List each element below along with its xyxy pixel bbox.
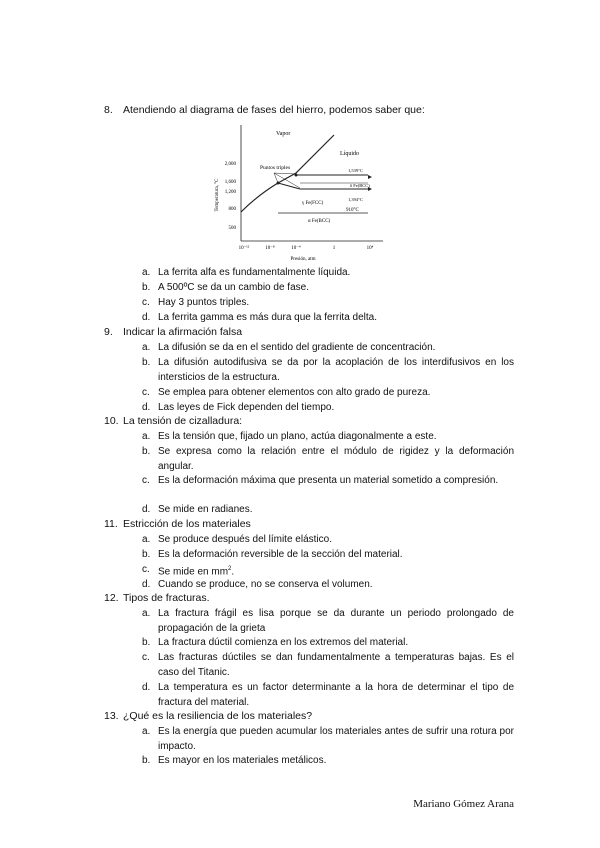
question-10: 10. La tensión de cizalladura: (104, 415, 243, 427)
option: a. Es la energía que pueden acumular los materiales antes de sufrir una rotura por impacto. (142, 726, 514, 752)
temp-1539: 1,539°C (348, 168, 363, 173)
question-11: 11. Estricción de los materiales (104, 518, 251, 530)
y-tick: 500 (228, 226, 236, 231)
temp-1394: 1,394°C (348, 197, 363, 202)
option: a. La fractura frágil es lisa porque se da durante un periodo prolongado de propagación de la grieta (142, 608, 514, 634)
author-footer: Mariano Gómez Arana (413, 798, 514, 810)
option: a. Se produce después del límite elástico. (142, 534, 332, 545)
option: c. Hay 3 puntos triples. (142, 297, 250, 308)
option: b. A 500ºC se da un cambio de fase. (142, 282, 309, 293)
gamma-label: γ Fe(FCC) (302, 201, 324, 206)
option: c. Es la deformación máxima que presenta un material sometido a compresión. (142, 475, 499, 486)
option: d. Cuando se produce, no se conserva el volumen. (142, 579, 373, 590)
x-tick: 10⁴ (366, 246, 374, 251)
question-12: 12. Tipos de fracturas. (104, 592, 210, 604)
vapor-label: Vapor (276, 131, 291, 137)
x-axis-label: Presión, atm (290, 257, 316, 262)
option: b. Es mayor en los materiales metálicos. (142, 755, 327, 766)
y-tick: 1,200 (224, 190, 236, 195)
option: a. Es la tensión que, fijado un plano, actúa diagonalmente a este. (142, 431, 437, 442)
x-tick: 10⁻¹² (238, 246, 250, 251)
option: a. La difusión se da en el sentido del gradiente de concentración. (142, 342, 436, 353)
option: b. La difusión autodifusiva se da por la acoplación de los interdifusivos en los intersticios de la estructura. (142, 357, 514, 383)
x-tick: 1 (332, 246, 336, 251)
option: c. Las fracturas dúctiles se dan fundamentalmente a temperaturas bajas. Es el caso del Titanic. (142, 652, 514, 678)
y-tick: 2,000 (224, 162, 236, 167)
x-tick: 10⁻⁴ (291, 246, 301, 251)
triple-points-label: Puntos triples (260, 165, 291, 171)
question-13: 13. ¿Qué es la resiliencia de los materiales? (104, 710, 313, 722)
liquid-label: Líquido (340, 151, 359, 157)
question-8: 8. Atendiendo al diagrama de fases del hierro, podemos saber que: (104, 104, 425, 116)
option: c. Se mide en $mm^2$. (142, 564, 235, 578)
option: d. Se mide en radianes. (142, 504, 253, 515)
delta-label: δ Fe(BCC) (350, 183, 370, 188)
option: b. La fractura dúctil comienza en los extremos del material. (142, 637, 409, 648)
option: a. La ferrita alfa es fundamentalmente líquida. (142, 267, 351, 278)
iron-phase-diagram (208, 117, 388, 265)
y-tick: 800 (228, 207, 236, 212)
option: d. La temperatura es un factor determinante a la hora de determinar el tipo de fractura del material. (142, 682, 514, 708)
question-9: 9. Indicar la afirmación falsa (104, 326, 243, 338)
option: c. Se emplea para obtener elementos con alto grado de pureza. (142, 387, 431, 398)
option: d. Las leyes de Fick dependen del tiempo. (142, 402, 335, 413)
temp-910: 910°C (346, 208, 359, 213)
x-tick: 10⁻⁸ (265, 246, 275, 251)
y-tick: 1,600 (224, 180, 236, 185)
y-axis-label: Temperatura, °C (215, 178, 220, 212)
option: b. Se expresa como la relación entre el módulo de rigidez y la deformación angular. (142, 446, 514, 472)
option: d. La ferrita gamma es más dura que la ferrita delta. (142, 312, 377, 323)
option: b. Es la deformación reversible de la sección del material. (142, 549, 403, 560)
alpha-label: α Fe(BCC) (308, 219, 331, 224)
